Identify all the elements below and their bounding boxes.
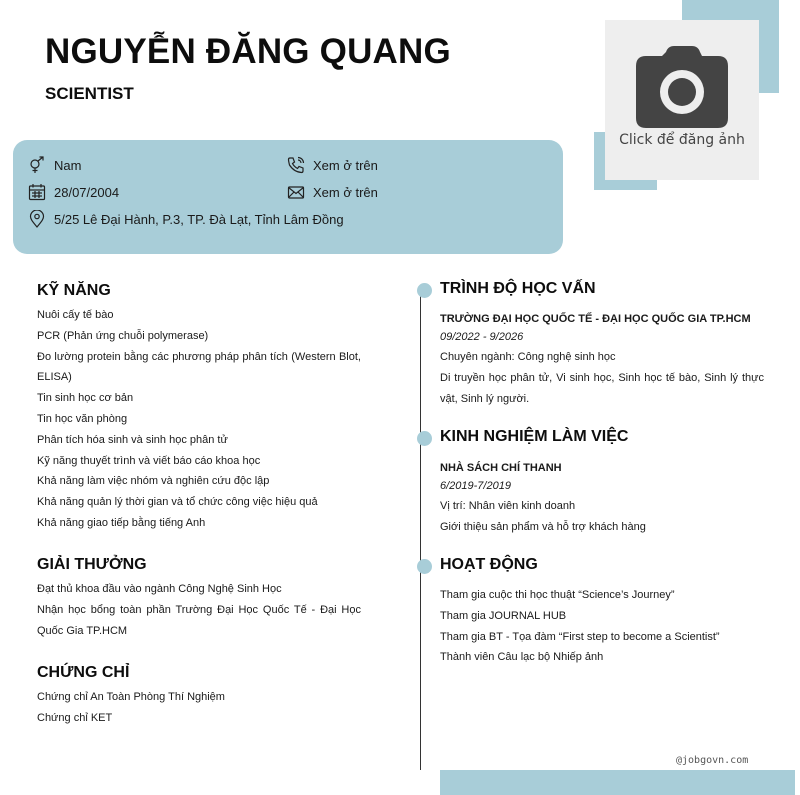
contact-gender-value: Nam [54, 157, 82, 173]
contact-birthdate-value: 28/07/2004 [54, 184, 120, 200]
education-entry [440, 311, 764, 409]
activities-list [440, 585, 764, 668]
experience-period: 6/2019-7/2019 [440, 480, 511, 492]
certificates-heading: CHỨNG CHỈ [37, 664, 130, 681]
education-org: TRƯỜNG ĐẠI HỌC QUỐC TẾ - ĐẠI HỌC QUỐC GIA TP.HCM [440, 313, 751, 325]
list-item: Chứng chỉ An Toàn Phòng Thí Nghiệm [37, 691, 225, 703]
mail-icon [287, 183, 305, 201]
activities-heading: HOẠT ĐỘNG [440, 556, 538, 573]
list-item: Chứng chỉ KET [37, 711, 113, 724]
decor-block-bottom [440, 770, 795, 795]
contact-panel [13, 140, 563, 254]
skills-list [37, 305, 361, 534]
education-line: Di truyền học phân tử, Vi sinh học, Sinh học tế bào, Sinh lý thực vật, Sinh lý người. [440, 371, 764, 405]
education-heading: TRÌNH ĐỘ HỌC VẤN [440, 280, 596, 297]
list-item: Kỹ năng thuyết trình và viết báo cáo khoa học [37, 454, 261, 467]
list-item: Khả năng giao tiếp bằng tiếng Anh [37, 516, 206, 529]
candidate-title: SCIENTIST [45, 84, 134, 103]
list-item: Phân tích hóa sinh và sinh học phân tử [37, 433, 228, 446]
contact-address-value: 5/25 Lê Đại Hành, P.3, TP. Đà Lạt, Tỉnh Lâm Đồng [54, 211, 344, 227]
list-item: Tham gia BT - Tọa đàm “First step to become a Scientist” [440, 630, 720, 643]
contact-phone-value: Xem ở trên [313, 157, 378, 173]
timeline-dot [417, 431, 432, 446]
list-item: Tham gia cuộc thi học thuật “Science’s Journey” [440, 589, 675, 601]
list-item: Tin sinh học cơ bản [37, 392, 134, 405]
timeline-line [420, 290, 421, 770]
photo-upload-label: Click để đăng ảnh [619, 132, 745, 148]
awards-list [37, 579, 361, 641]
contact-email [287, 183, 378, 201]
experience-line: Giới thiệu sản phẩm và hỗ trợ khách hàng [440, 520, 646, 533]
education-line: Chuyên ngành: Công nghệ sinh học [440, 351, 616, 363]
candidate-name: NGUYỄN ĐĂNG QUANG [45, 32, 451, 71]
photo-upload[interactable] [605, 20, 759, 180]
list-item: Khả năng làm việc nhóm và nghiên cứu độc lập [37, 475, 270, 488]
list-item: PCR (Phản ứng chuỗi polymerase) [37, 329, 209, 342]
contact-email-value: Xem ở trên [313, 184, 378, 200]
certificates-list [37, 687, 361, 729]
calendar-icon [28, 183, 46, 201]
list-item: Thành viên Câu lạc bộ Nhiếp ảnh [440, 651, 604, 664]
list-item: Khả năng quản lý thời gian và tổ chức công việc hiệu quả [37, 496, 318, 509]
watermark: @jobgovn.com [676, 755, 749, 766]
contact-birthdate [28, 183, 119, 201]
contact-phone [287, 156, 378, 174]
experience-entry [440, 460, 764, 538]
phone-icon [287, 156, 305, 174]
location-pin-icon [28, 210, 46, 228]
gender-icon [28, 156, 46, 174]
experience-line: Vị trí: Nhân viên kinh doanh [440, 500, 576, 512]
list-item: Nuôi cấy tế bào [37, 309, 114, 321]
list-item: Nhận học bổng toàn phần Trường Đại Học Quốc Tế - Đại Học Quốc Gia TP.HCM [37, 603, 361, 637]
timeline-dot [417, 559, 432, 574]
experience-org: NHÀ SÁCH CHÍ THANH [440, 462, 562, 474]
camera-icon [636, 44, 728, 128]
timeline-dot [417, 283, 432, 298]
list-item: Tham gia JOURNAL HUB [440, 609, 567, 622]
experience-heading: KINH NGHIỆM LÀM VIỆC [440, 428, 629, 445]
education-period: 09/2022 - 9/2026 [440, 331, 524, 343]
contact-gender [28, 156, 81, 174]
list-item: Tin học văn phòng [37, 412, 128, 425]
list-item: Đạt thủ khoa đầu vào ngành Công Nghệ Sinh Học [37, 583, 282, 595]
awards-heading: GIẢI THƯỞNG [37, 556, 147, 573]
skills-heading: KỸ NĂNG [37, 282, 111, 299]
contact-address [28, 210, 344, 228]
list-item: Đo lường protein bằng các phương pháp phân tích (Western Blot, ELISA) [37, 350, 361, 384]
